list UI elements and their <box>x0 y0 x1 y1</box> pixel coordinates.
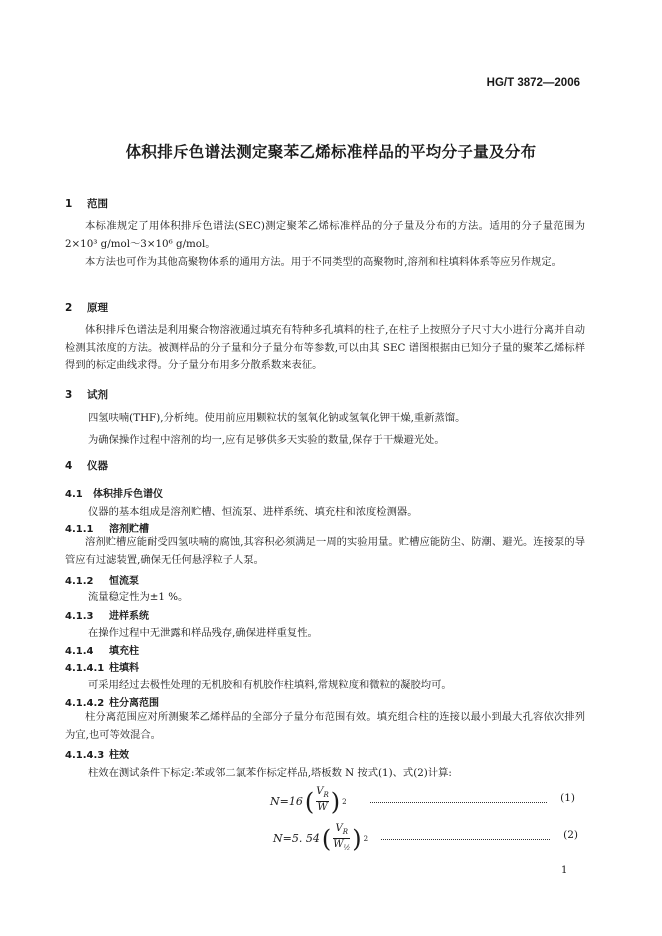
subsection-heading <box>65 659 139 674</box>
subsection-title: 体积排斥色谱仪 <box>93 489 163 500</box>
paragraph: 柱分离范围应对所测聚苯乙烯样品的全部分子量分布范围有效。填充组合柱的连接以最小到最大孔容依次排列为宜,也可等效混合。 <box>65 711 585 741</box>
subsection-heading <box>65 485 163 500</box>
dot-leader <box>381 831 550 840</box>
text-line: 为确保操作过程中溶剂的均一,应有足够供多天实验的数量,保存于干燥避光处。 <box>88 434 445 446</box>
formula-power: 2 <box>342 797 347 806</box>
fraction: $\frac{V_R}{W_{\frac{1}{2}}}$ <box>333 823 351 852</box>
text-line: 在操作过程中无泄露和样品残存,确保进样重复性。 <box>88 627 318 639</box>
text-line: 可采用经过去极性处理的无机胶和有机胶作柱填料,常规粒度和微粒的凝胶均可。 <box>88 679 452 691</box>
subsection-heading <box>65 607 149 622</box>
equation-number: (1) <box>560 792 575 804</box>
formula-2: N=5. 54 ( $\frac{V_R}{W_{\frac{1}{2}}}$ ) 2 (2) <box>273 823 578 853</box>
subsection-title: 柱效 <box>109 750 129 761</box>
subsection-title: 填充柱 <box>109 646 139 657</box>
paragraph: 溶剂贮槽应能耐受四氢呋喃的腐蚀,其容积必须满足一周的实验用量。贮槽应能防尘、防潮、避光。连接泵的导管应有过滤装置,确保无任何悬浮粒子人泵。 <box>65 536 585 566</box>
subsection-number: 4.1.3 <box>65 611 94 622</box>
subsection-title: 进样系统 <box>109 611 149 622</box>
subsection-title: 溶剂贮槽 <box>109 524 149 535</box>
page-number: 1 <box>561 865 568 876</box>
paragraph: 体积排斥色谱法是利用聚合物溶液通过填充有特种多孔填料的柱子,在柱子上按照分子尺寸大小进行分离并自动检测其浓度的方法。被测样品的分子量和分子量分布等参数,可以由其 SEC 谱图根据由已知分子量的聚苯乙烯标样得到的标定曲线求得。分子量分布用多分散系数来表征。 <box>65 324 585 371</box>
document-title: 体积排斥色谱法测定聚苯乙烯标准样品的平均分子量及分布 <box>125 143 537 161</box>
section-number: 1 <box>65 198 73 210</box>
subsection-title: 柱填料 <box>109 663 139 674</box>
section-number: 3 <box>65 389 73 401</box>
subsection-number: 4.1.2 <box>65 576 94 587</box>
section-title: 原理 <box>87 302 108 314</box>
section-title: 试剂 <box>87 389 108 401</box>
section-title: 仪器 <box>87 460 108 472</box>
formula-1: N=16 ( $\frac{V_R}{W}$ ) 2 (1) <box>270 786 575 816</box>
section-heading <box>65 458 108 473</box>
formula-lhs: N=5. 54 <box>273 832 320 845</box>
formula-lhs: N=16 <box>270 795 303 808</box>
subsection-number: 4.1.4 <box>65 646 94 657</box>
text-line: 柱效在测试条件下标定:苯或邻二氯苯作标定样品,塔板数 N 按式(1)、式(2)计算: <box>88 767 452 779</box>
subsection-heading <box>65 746 129 761</box>
section-number: 4 <box>65 460 73 472</box>
formula-power: 2 <box>363 834 369 843</box>
subsection-number: 4.1.4.1 <box>65 663 105 674</box>
section-title: 范围 <box>87 198 108 210</box>
subsection-number: 4.1.4.2 <box>65 698 105 709</box>
subsection-heading <box>65 694 159 709</box>
subsection-heading <box>65 642 139 657</box>
document-code: HG/T 3872—2006 <box>486 77 580 89</box>
section-heading <box>65 196 108 211</box>
text-line: 仪器的基本组成是溶剂贮槽、恒流泵、进样系统、填充柱和浓度检测器。 <box>88 506 418 518</box>
section-heading <box>65 300 108 315</box>
subsection-number: 4.1.4.3 <box>65 750 105 761</box>
subsection-title: 恒流泵 <box>109 576 139 587</box>
subsection-title: 柱分离范围 <box>109 698 159 709</box>
section-number: 2 <box>65 302 73 314</box>
text-line: 流量稳定性为±1 %。 <box>88 591 189 603</box>
paragraph: 本标准规定了用体积排斥色谱法(SEC)测定聚苯乙烯标准样品的分子量及分布的方法。适用的分子量范围为 2×10³ g/mol～3×10⁶ g/mol。 <box>65 220 585 250</box>
fraction: $\frac{V_R}{W}$ <box>316 786 329 813</box>
section-heading <box>65 387 108 402</box>
paragraph: 本方法也可作为其他高聚物体系的通用方法。用于不同类型的高聚物时,溶剂和柱填料体系等应另作规定。 <box>85 256 562 268</box>
dot-leader <box>370 794 547 803</box>
subsection-heading <box>65 572 139 587</box>
subsection-heading <box>65 520 149 535</box>
equation-number: (2) <box>563 829 578 841</box>
text-line: 四氢呋喃(THF),分析纯。使用前应用颗粒状的氢氧化钠或氢氧化钾干燥,重新蒸馏。 <box>88 412 466 424</box>
subsection-number: 4.1.1 <box>65 524 94 535</box>
subsection-number: 4.1 <box>65 489 83 500</box>
